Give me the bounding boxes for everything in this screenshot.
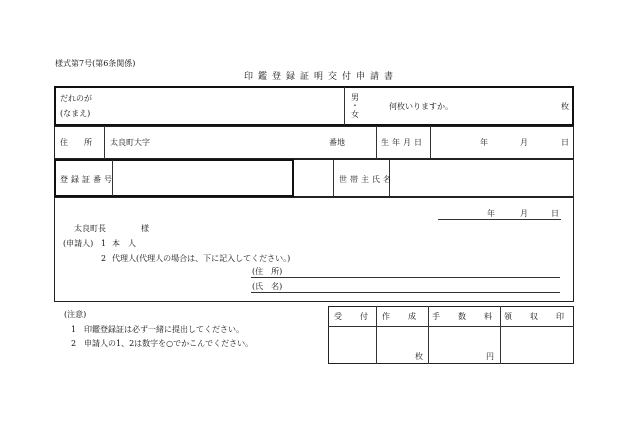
address-value[interactable]: 太良町大字 — [110, 138, 150, 147]
office-col-divider-2 — [428, 306, 429, 364]
office-header-creation: 作 成 — [382, 312, 421, 321]
note2-text: 申請人の1、2は数字を○でかこんでください。 — [84, 339, 254, 348]
address-label-divider — [104, 126, 105, 159]
copies-question: 何枚いりますか。 — [389, 102, 453, 111]
birthdate-divider-right — [430, 126, 431, 159]
request-year: 年 — [487, 209, 495, 218]
agent-address-line[interactable] — [251, 277, 560, 278]
notes-heading: (注意) — [64, 310, 87, 319]
option2-text: 代理人(代理人の場合は、下に記入してください。) — [112, 254, 291, 263]
office-header-fee: 手 数 料 — [432, 312, 497, 321]
note2-num: 2 — [71, 339, 77, 348]
birthdate-divider-left — [376, 126, 377, 159]
request-date-line — [438, 219, 561, 220]
gender-dot: ・ — [351, 101, 359, 110]
agent-name-label: (氏 名) — [252, 282, 283, 291]
gender-female[interactable]: 女 — [351, 110, 359, 119]
office-header-receipt-stamp: 領 収 印 — [504, 312, 569, 321]
birthdate-label: 生年月日 — [381, 138, 425, 147]
option1-num[interactable]: 1 — [101, 239, 107, 248]
birth-month-label: 月 — [520, 138, 528, 147]
office-table-header-line — [328, 326, 574, 327]
name-label: だれのが — [60, 94, 92, 103]
request-day: 日 — [551, 209, 559, 218]
name-kana-label: (なまえ) — [60, 109, 91, 118]
name-input[interactable] — [110, 90, 338, 122]
householder-label: 世帯主氏名 — [339, 175, 394, 184]
reg-number-input[interactable] — [118, 164, 286, 192]
office-fee-unit: 円 — [486, 352, 494, 361]
birth-day-label: 日 — [561, 138, 569, 147]
applicant-label: (申請人) — [63, 239, 94, 248]
option2-num[interactable]: 2 — [101, 254, 107, 263]
request-block — [54, 197, 574, 302]
note1-num: 1 — [71, 325, 77, 334]
agent-address-label: (住 所) — [252, 267, 283, 276]
office-header-reception: 受 付 — [334, 312, 373, 321]
office-col-divider-3 — [500, 306, 501, 364]
banchi-label: 番地 — [329, 138, 345, 147]
agent-name-line[interactable] — [251, 292, 560, 293]
copies-unit: 枚 — [561, 102, 569, 111]
householder-divider-left — [333, 159, 334, 197]
copies-input[interactable] — [470, 95, 555, 115]
form-title: 印鑑登録証明交付申請書 — [244, 72, 399, 82]
form-number: 様式第7号(第6条関係) — [55, 59, 136, 68]
option1-text: 本 人 — [112, 239, 136, 248]
birth-year-label: 年 — [480, 138, 488, 147]
gender-male[interactable]: 男 — [351, 93, 359, 102]
addressee: 太良町長 — [74, 224, 106, 233]
office-copies-unit: 枚 — [415, 352, 423, 361]
office-col-divider-1 — [376, 306, 377, 364]
householder-input[interactable] — [395, 163, 567, 193]
gender-divider — [344, 87, 345, 125]
addressee-honorific: 様 — [141, 224, 149, 233]
address-label: 住 所 — [60, 138, 92, 147]
request-month: 月 — [520, 209, 528, 218]
note1-text: 印鑑登録証は必ず一緒に提出してください。 — [84, 325, 244, 334]
reg-number-label: 登録証番号 — [60, 175, 115, 184]
